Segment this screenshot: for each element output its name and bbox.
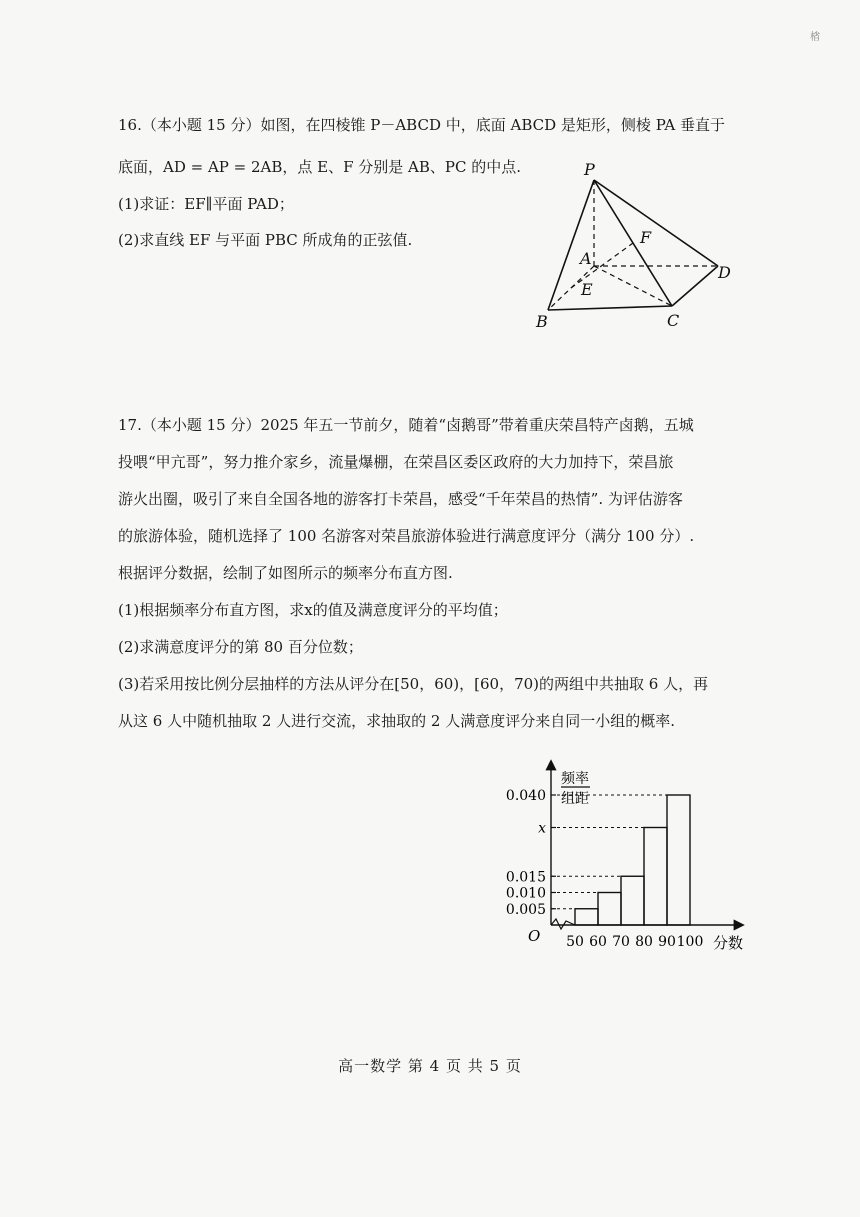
q17-line-3: 游火出圈，吸引了来自全国各地的游客打卡荣昌，感受“千年荣昌的热情”. 为评估游客 <box>118 490 683 508</box>
q17-part-3: (3)若采用按比例分层抽样的方法从评分在[50，60)，[60，70)的两组中共抽取 6 人，再 <box>118 675 709 693</box>
x-tick-label: 70 <box>612 934 630 950</box>
histogram-bar <box>621 876 644 925</box>
q17-line-5: 根据评分数据，绘制了如图所示的频率分布直方图. <box>118 564 453 582</box>
x-tick-label: 100 <box>676 934 704 950</box>
edge-PD <box>594 180 718 266</box>
histogram-bar <box>667 795 690 925</box>
y-tick-label: 0.010 <box>505 885 546 902</box>
q17-part-1: (1)根据频率分布直方图，求x的值及满意度评分的平均值； <box>118 601 508 619</box>
q17-part-3-cont: 从这 6 人中随机抽取 2 人进行交流，求抽取的 2 人满意度评分来自同一小组的概率. <box>118 712 676 730</box>
axis-break <box>551 919 575 929</box>
x-tick-label: 50 <box>566 934 584 950</box>
q16-line-2: 底面，AD = AP = 2AB，点 E、F 分别是 AB、PC 的中点. <box>118 158 522 176</box>
y-tick-label: 0.015 <box>505 869 546 886</box>
pyramid-figure <box>520 155 750 360</box>
corner-mark: 㮐 <box>810 32 820 43</box>
x-tick-label: 80 <box>635 934 653 950</box>
q17-line-2: 投喂“甲亢哥”，努力推介家乡，流量爆棚，在荣昌区委区政府的大力加持下，荣昌旅 <box>118 453 674 471</box>
label-B: B <box>536 312 548 331</box>
edge-CD <box>672 266 718 306</box>
q16-part-1: (1)求证：EF∥平面 PAD； <box>118 195 294 213</box>
q17-part-2: (2)求满意度评分的第 80 百分位数； <box>118 638 363 656</box>
histogram-bar <box>598 893 621 926</box>
origin-label: O <box>528 927 541 945</box>
ylabel-bottom: 组距 <box>561 791 589 807</box>
x-tick-label: 90 <box>658 934 676 950</box>
histogram-bar <box>575 909 598 925</box>
frequency-histogram <box>490 745 760 960</box>
q16-part-2: (2)求直线 EF 与平面 PBC 所成角的正弦值. <box>118 231 413 249</box>
label-D: D <box>718 263 731 282</box>
histogram-bar <box>644 828 667 926</box>
ylabel-top: 频率 <box>561 771 589 787</box>
y-tick-label: 0.005 <box>505 901 546 918</box>
label-C: C <box>667 311 680 330</box>
x-tick-label: 60 <box>589 934 607 950</box>
q17-line-1: 17.（本小题 15 分）2025 年五一节前夕，随着“卤鹅哥”带着重庆荣昌特产卤鹅，五城 <box>118 416 694 434</box>
label-A: A <box>580 249 592 268</box>
edge-BC <box>548 306 672 310</box>
label-F: F <box>640 228 652 247</box>
y-tick-label: x <box>538 820 546 837</box>
label-P: P <box>584 160 595 179</box>
label-E: E <box>581 280 593 299</box>
q17-line-4: 的旅游体验，随机选择了 100 名游客对荣昌旅游体验进行满意度评分（满分 100 分）. <box>118 527 695 545</box>
xlabel: 分数 <box>713 934 744 952</box>
y-tick-label: 0.040 <box>505 788 546 804</box>
page-footer: 高一数学 第 4 页 共 5 页 <box>338 1057 522 1075</box>
q16-line-1: 16.（本小题 15 分）如图，在四棱锥 P－ABCD 中，底面 ABCD 是矩形，侧棱 PA 垂直于 <box>118 116 726 134</box>
